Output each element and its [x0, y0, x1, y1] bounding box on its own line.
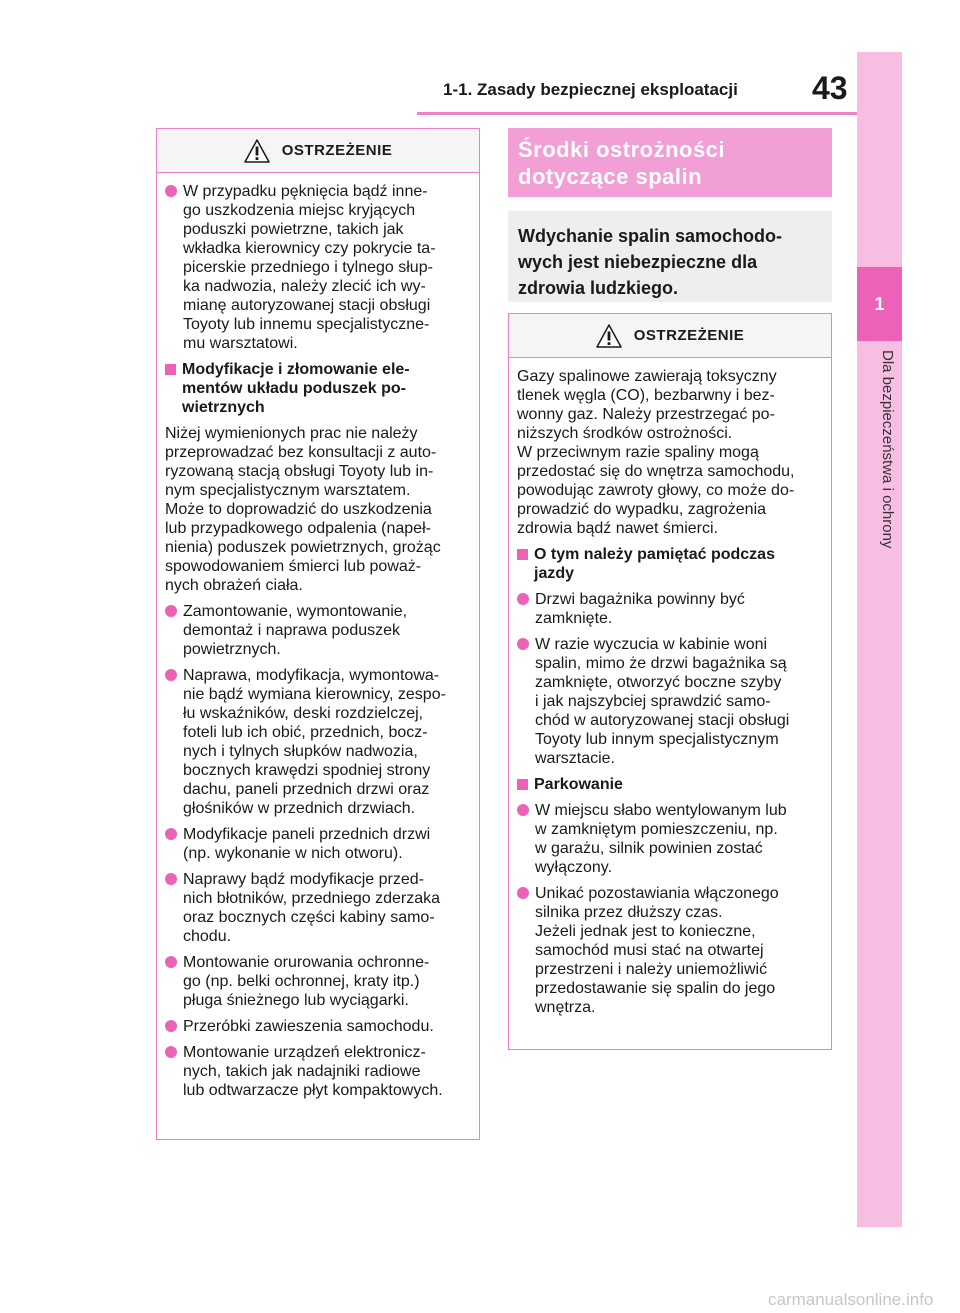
- bullet-dot-icon: [165, 669, 177, 681]
- warning-triangle-icon: [244, 139, 270, 163]
- warning-body: [509, 358, 831, 1032]
- warning-label: OSTRZEŻENIE: [281, 142, 393, 159]
- list-item: Montowanie urządzeń elektronicz- nych, takich jak nadajniki radiowe lub odtwarzacze płyt kompaktowych.: [165, 1043, 469, 1100]
- page-number: 43: [812, 70, 848, 106]
- list-item: Zamontowanie, wymontowanie, demontaż i naprawa poduszek powietrznych.: [165, 602, 469, 659]
- paragraph: Gazy spalinowe zawierają toksyczny tlenek węgla (CO), bezbarwny i bez- wonny gaz. Należy przestrzegać po- niższych środków ostrożności. W przeciwnym razie spaliny mogą przedostać się do wnętrza samochodu, powodując zawroty głowy, co może do- prowadzić do wypadku, zagrożenia zdrowia bądź nawet śmierci.: [517, 368, 795, 537]
- warning-header: [509, 314, 831, 358]
- bullet-dot-icon: [517, 804, 529, 816]
- side-tab-strip: [857, 52, 902, 1227]
- warning-body: [157, 173, 479, 1115]
- square-bullet-icon: [517, 779, 528, 790]
- right-warning-box: [508, 313, 832, 1050]
- list-item: Montowanie orurowania ochronne- go (np. belki ochronnej, kraty itp.) pługa śnieżnego lub wyciągarki.: [165, 953, 469, 1010]
- list-item: Naprawy bądź modyfikacje przed- nich błotników, przedniego zderzaka oraz bocznych części kabiny samo- chodu.: [165, 870, 469, 946]
- bullet-dot-icon: [165, 1046, 177, 1058]
- bullet-dot-icon: [165, 185, 177, 197]
- section-lead: Wdychanie spalin samochodo- wych jest niebezpieczne dla zdrowia ludzkiego.: [508, 211, 832, 302]
- section-title: Środki ostrożności dotyczące spalin: [508, 128, 832, 197]
- left-warning-box: [156, 128, 480, 1140]
- subheading: Modyfikacje i złomowanie ele- mentów układu poduszek po- wietrznych: [165, 360, 469, 417]
- header-rule: [417, 112, 857, 115]
- list-item: Modyfikacje paneli przednich drzwi (np. wykonanie w nich otworu).: [165, 825, 469, 863]
- square-bullet-icon: [517, 549, 528, 560]
- list-item: Drzwi bagażnika powinny być zamknięte.: [517, 590, 821, 628]
- list-item: Naprawa, modyfikacja, wymontowa- nie bądź wymiana kierownicy, zespo- łu wskaźników, deski rozdzielczej, foteli lub ich obić, przednich, bocz- nych i tylnych słupków nadwozia, bocznych krawędzi spodniej strony dachu, paneli przednich drzwi oraz głośników w przednich drzwiach.: [165, 666, 469, 818]
- bullet-dot-icon: [165, 605, 177, 617]
- bullet-dot-icon: [165, 1020, 177, 1032]
- bullet-dot-icon: [165, 828, 177, 840]
- chapter-number-tab: 1: [857, 267, 902, 341]
- bullet-dot-icon: [165, 873, 177, 885]
- bullet-dot-icon: [517, 638, 529, 650]
- square-bullet-icon: [165, 364, 176, 375]
- subheading: O tym należy pamiętać podczas jazdy: [517, 545, 821, 583]
- bullet-dot-icon: [517, 887, 529, 899]
- warning-label: OSTRZEŻENIE: [633, 327, 745, 344]
- list-item: W razie wyczucia w kabinie woni spalin, mimo że drzwi bagażnika są zamknięte, otworzyć boczne szyby i jak najszybciej sprawdzić samo- chód w autoryzowanej stacji obsługi Toyoty lub innym specjalistycznym warsztacie.: [517, 635, 821, 768]
- list-item: Unikać pozostawiania włączonego silnika przez dłuższy czas. Jeżeli jednak jest to konieczne, samochód musi stać na otwartej przestrzeni i należy uniemożliwić przedostawanie się spalin do jego wnętrza.: [517, 884, 821, 1017]
- subheading: Parkowanie: [517, 775, 821, 794]
- bullet-dot-icon: [517, 593, 529, 605]
- list-item: W miejscu słabo wentylowanym lub w zamkniętym pomieszczeniu, np. w garażu, silnik powinien zostać wyłączony.: [517, 801, 821, 877]
- paragraph: Niżej wymienionych prac nie należy przeprowadzać bez konsultacji z auto- ryzowaną stacją obsługi Toyoty lub in- nym specjalistycznym warsztatem. Może to doprowadzić do uszkodzenia lub przypadkowego odpalenia (napeł- nienia) poduszek powietrznych, grożąc spowodowaniem śmierci lub poważ- nych obrażeń ciała.: [165, 425, 441, 594]
- list-item: Przeróbki zawieszenia samochodu.: [165, 1017, 469, 1036]
- warning-header: [157, 129, 479, 173]
- chapter-label: Dla bezpieczeństwa i ochrony: [879, 350, 896, 549]
- list-item: W przypadku pęknięcia bądź inne- go uszkodzenia miejsc kryjących poduszki powietrzne, takich jak wkładka kierownicy czy pokrycie ta- picerskie przedniego i tylnego słup- ka nadwozia, należy zlecić ich wy- mianę autoryzowanej stacji obsługi Toyoty lub innemu specjalistyczne- mu warsztatowi.: [165, 182, 469, 353]
- warning-triangle-icon: [596, 324, 622, 348]
- running-header: 1-1. Zasady bezpiecznej eksploatacji: [443, 80, 738, 99]
- watermark: carmanualsonline.info: [768, 1290, 934, 1309]
- bullet-dot-icon: [165, 956, 177, 968]
